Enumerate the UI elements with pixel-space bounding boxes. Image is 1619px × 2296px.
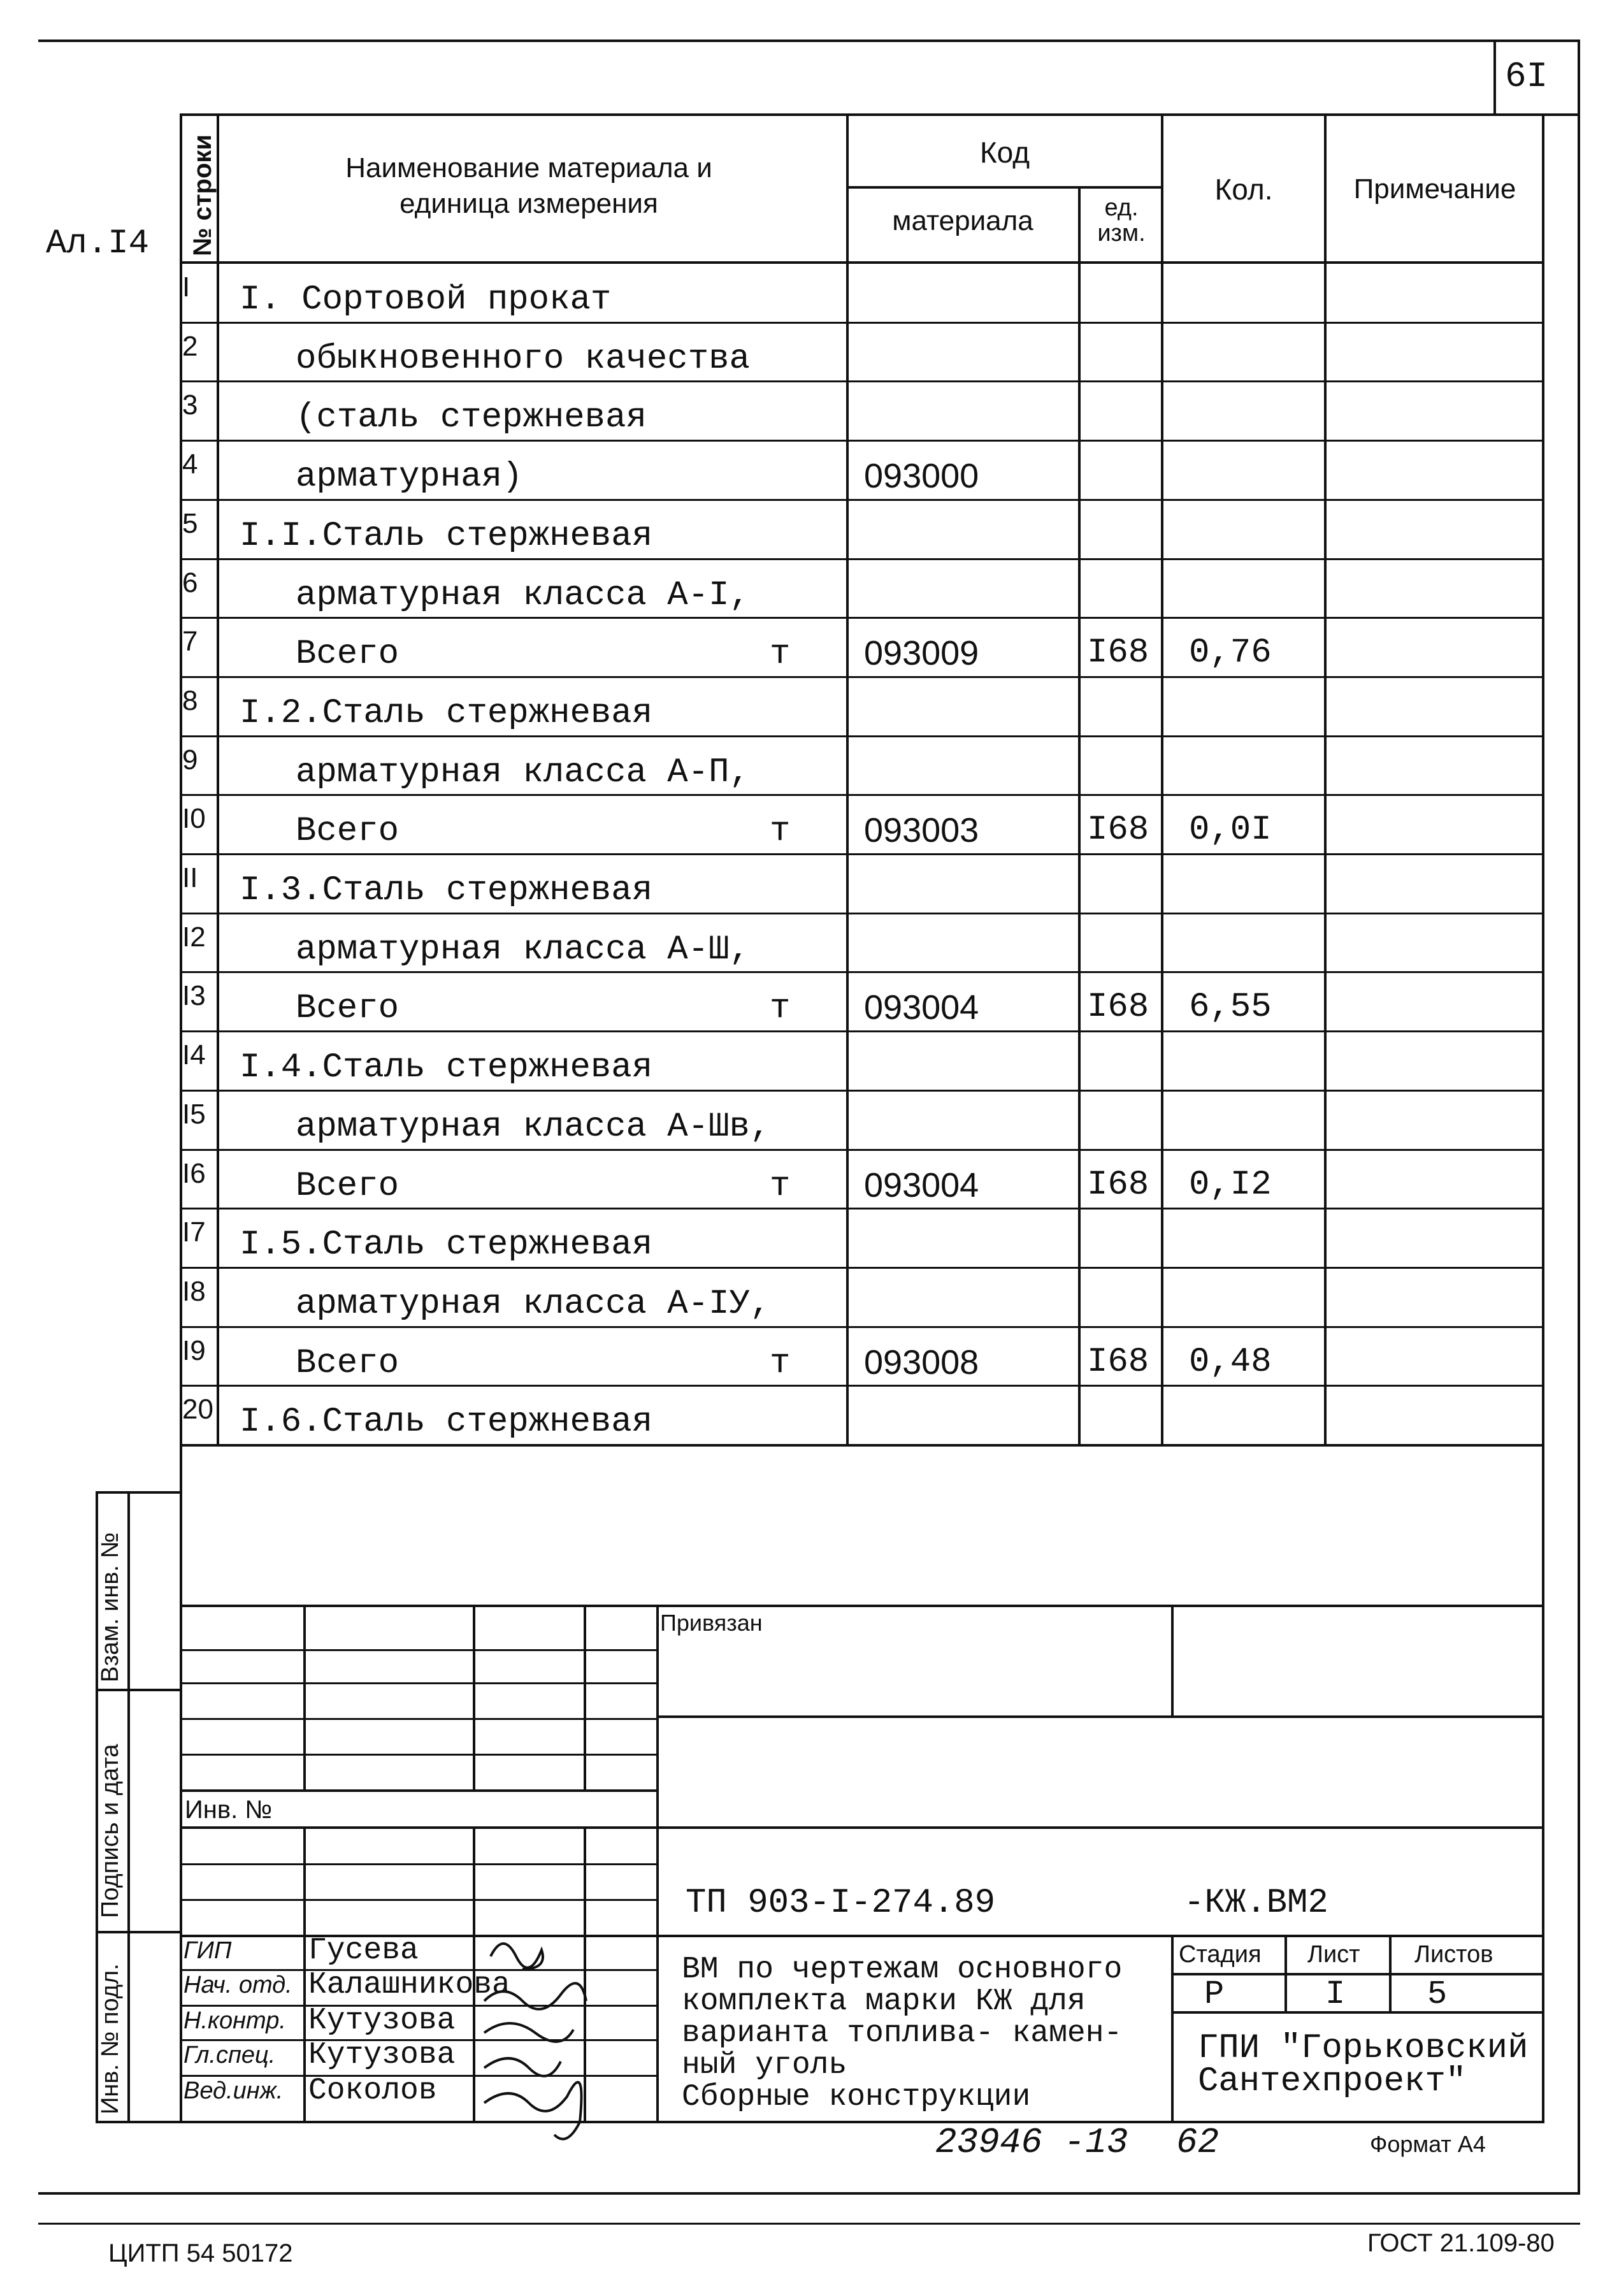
row-number: I2	[182, 921, 206, 953]
document-code: ТП 903-I-274.89	[686, 1884, 996, 1923]
row-number: II	[182, 862, 198, 893]
row-number: 4	[182, 449, 198, 480]
row-unit-code: I68	[1087, 1166, 1149, 1204]
table-right-line	[1542, 113, 1544, 2121]
side-stamp-bottom	[96, 2121, 181, 2123]
signer-role: Гл.спец.	[183, 2042, 276, 2069]
row-material-code: 093000	[864, 457, 979, 495]
row-material-code: 093008	[864, 1343, 979, 1382]
description-line: комплекта марки КЖ для	[682, 1984, 1086, 2019]
table-row-line	[180, 322, 1544, 324]
header-note: Примечание	[1353, 173, 1516, 205]
row-number: I5	[182, 1099, 206, 1130]
row-number: 6	[182, 567, 198, 598]
row-number: 3	[182, 389, 198, 421]
sheet-number-box-left	[1493, 40, 1496, 115]
header-code-unit: ед. изм.	[1097, 194, 1146, 247]
signer-role: Нач. отд.	[183, 1972, 292, 1998]
col-line-qty	[1161, 113, 1163, 1445]
frame-right-line	[1578, 40, 1580, 2193]
row-number: 5	[182, 508, 198, 539]
row-material-code: 093004	[864, 988, 979, 1027]
row-name: арматурная класса А-Ш,	[296, 930, 750, 969]
row-unit-code: I68	[1087, 988, 1149, 1027]
row-name: I.3.Сталь стержневая	[240, 871, 653, 910]
col-line-name	[846, 113, 849, 1445]
row-name: (сталь стержневая	[296, 398, 647, 437]
row-name: I.2.Сталь стержневая	[240, 694, 653, 733]
description-line: Сборные конструкции	[682, 2080, 1031, 2114]
row-number: I7	[182, 1217, 206, 1248]
row-name: арматурная класса А-IУ,	[296, 1285, 771, 1324]
table-top-line	[180, 113, 1544, 116]
row-unit: т	[770, 635, 791, 674]
sheets-value: 5	[1427, 1975, 1448, 2013]
table-row-line	[180, 1267, 1544, 1269]
row-quantity: 0,0I	[1189, 811, 1272, 849]
row-name: I.I.Сталь стержневая	[240, 517, 653, 556]
row-name: арматурная класса А-Шв,	[296, 1108, 771, 1146]
row-name: арматурная)	[296, 458, 523, 496]
row-number: 7	[182, 626, 198, 657]
description-line: ный уголь	[682, 2048, 847, 2083]
col-line-code-unit	[1078, 186, 1081, 1445]
row-name: арматурная класса А-I,	[296, 576, 750, 615]
table-row-line	[180, 440, 1544, 442]
row-name: I. Сортовой прокат	[240, 280, 612, 319]
row-number: 8	[182, 685, 198, 716]
frame-bottom-line	[38, 2192, 1580, 2195]
title-block-desc-right	[1171, 1935, 1174, 2121]
stage-value: Р	[1204, 1975, 1225, 2013]
side-stamp-div2	[96, 1931, 181, 1933]
handwritten-number: 23946 -13	[935, 2122, 1128, 2163]
sheets-label: Листов	[1414, 1941, 1493, 1968]
album-label: Ал.I4	[46, 224, 150, 263]
table-row-line	[180, 1149, 1544, 1151]
sheet-label: Лист	[1307, 1941, 1360, 1968]
table-row-line	[180, 1030, 1544, 1032]
row-name: I.5.Сталь стержневая	[240, 1225, 653, 1264]
title-block-code-bottom	[656, 1935, 1544, 1937]
row-number: I6	[182, 1158, 206, 1189]
row-unit-code: I68	[1087, 811, 1149, 849]
org-line-1: ГПИ "Горьковский	[1198, 2029, 1529, 2068]
table-row-line	[180, 794, 1544, 796]
sig-grid-row-a1	[180, 1649, 658, 1651]
row-quantity: 6,55	[1189, 988, 1272, 1027]
org-line-2: Сантехпроект"	[1198, 2062, 1467, 2101]
side-stamp-top	[96, 1491, 181, 1494]
row-number: I0	[182, 803, 206, 834]
signature-scribbles	[471, 1931, 701, 2148]
table-row-line	[180, 1208, 1544, 1209]
row-quantity: 0,I2	[1189, 1166, 1272, 1204]
sig-grid-row-a2	[180, 1682, 658, 1684]
handwritten-page: 62	[1176, 2122, 1220, 2163]
privyazan-label: Привязан	[660, 1610, 763, 1636]
table-row-line	[180, 1090, 1544, 1092]
header-code: Код	[979, 136, 1030, 169]
title-block-stage-row2	[1171, 2011, 1544, 2014]
row-material-code: 093009	[864, 634, 979, 672]
frame-top-line	[38, 40, 1580, 42]
sig-grid-col2	[473, 1605, 475, 1789]
footer-rule	[38, 2223, 1580, 2225]
side-stamp-vzam-inv: Взам. инв. №	[97, 1532, 124, 1682]
row-name: арматурная класса А-П,	[296, 753, 750, 792]
signer-name: Гусева	[308, 1933, 419, 1968]
table-row-line	[180, 558, 1544, 560]
sig-grid-row-a5	[180, 1789, 658, 1792]
header-row-number: № строки	[189, 134, 217, 256]
row-number: I4	[182, 1039, 206, 1071]
sig-grid-col3	[584, 1605, 586, 1789]
bottom-right-gost: ГОСТ 21.109-80	[1367, 2229, 1555, 2257]
side-stamp-div1	[96, 1689, 181, 1691]
description-line: варианта топлива- камен-	[682, 2016, 1123, 2051]
table-row-line	[180, 1385, 1544, 1387]
row-name: обыкновенного качества	[296, 340, 750, 379]
row-material-code: 093003	[864, 811, 979, 849]
sig-grid-col1	[303, 1605, 306, 1789]
table-body-bottom	[180, 1444, 1544, 1447]
signer-role: ГИП	[183, 1937, 232, 1964]
table-row-line	[180, 735, 1544, 737]
row-unit: т	[770, 812, 791, 851]
row-number: 9	[182, 744, 198, 776]
row-number: I9	[182, 1335, 206, 1366]
side-stamp-podpis-data: Подпись и дата	[97, 1744, 124, 1918]
title-block-privyazan-bottom	[656, 1715, 1544, 1718]
row-unit-code: I68	[1087, 1343, 1149, 1382]
col-line-note	[1324, 113, 1327, 1445]
row-unit: т	[770, 1344, 791, 1383]
row-name: Всего	[296, 635, 399, 674]
title-block-privyazan-right	[1171, 1605, 1174, 1715]
table-row-line	[180, 617, 1544, 619]
table-row-line	[180, 971, 1544, 973]
row-unit: т	[770, 989, 791, 1028]
title-block-stage-col1	[1284, 1935, 1287, 2011]
row-name: Всего	[296, 989, 399, 1028]
sig-grid-row-a4	[180, 1754, 658, 1756]
signer-name: Кутузова	[308, 2004, 456, 2038]
row-name: Всего	[296, 1344, 399, 1383]
signer-name: Соколов	[308, 2074, 437, 2108]
row-quantity: 0,76	[1189, 633, 1272, 672]
table-row-line	[180, 380, 1544, 382]
header-bottom-line	[180, 261, 1544, 264]
bottom-left-code: ЦИТП 54 50172	[108, 2239, 293, 2267]
inv-no-label: Инв. №	[185, 1796, 273, 1824]
row-name: Всего	[296, 1167, 399, 1206]
title-block-top	[180, 1605, 1544, 1607]
signer-role: Вед.инж.	[183, 2077, 284, 2104]
row-number: 20	[182, 1394, 213, 1425]
table-row-line	[180, 676, 1544, 678]
sig-grid-row-a3	[180, 1718, 658, 1720]
title-block-stage-col2	[1389, 1935, 1392, 2011]
row-unit: т	[770, 1167, 791, 1206]
side-stamp-inv-podl: Инв. № подл.	[97, 1963, 124, 2114]
header-qty: Кол.	[1214, 173, 1273, 206]
code-subheader-line	[846, 186, 1162, 189]
sheet-value: I	[1325, 1975, 1346, 2013]
signer-role: Н.контр.	[183, 2007, 286, 2034]
row-name: Всего	[296, 812, 399, 851]
title-block-bottom	[180, 2121, 1544, 2123]
format-label: Формат А4	[1370, 2131, 1486, 2157]
sig-grid-row-b2	[180, 1899, 658, 1901]
table-row-line	[180, 913, 1544, 914]
sheet-number: 6I	[1505, 56, 1548, 97]
header-code-material: материала	[892, 205, 1033, 236]
side-stamp-mid	[127, 1491, 130, 2122]
row-number: I3	[182, 980, 206, 1011]
title-block-code-top	[656, 1826, 1544, 1829]
table-row-line	[180, 1326, 1544, 1328]
title-block-stage-row1	[1171, 1973, 1544, 1975]
description-line: ВМ по чертежам основного	[682, 1953, 1123, 1987]
row-unit-code: I68	[1087, 633, 1149, 672]
document-suffix: -КЖ.ВМ2	[1184, 1884, 1328, 1923]
signer-name: Калашникова	[308, 1968, 510, 2002]
row-quantity: 0,48	[1189, 1343, 1272, 1382]
table-row-line	[180, 853, 1544, 855]
table-row-line	[180, 499, 1544, 501]
sig-grid-row-b0	[180, 1826, 658, 1829]
row-name: I.4.Сталь стержневая	[240, 1048, 653, 1087]
row-number: 2	[182, 331, 198, 362]
row-number: I8	[182, 1276, 206, 1307]
header-name: Наименование материала и единица измерения	[345, 152, 712, 219]
signer-name: Кутузова	[308, 2038, 456, 2072]
stage-label: Стадия	[1179, 1941, 1262, 1968]
col-line-rownum	[217, 113, 219, 1445]
row-material-code: 093004	[864, 1166, 979, 1204]
row-name: I.6.Сталь стержневая	[240, 1403, 653, 1441]
sig-grid-row-b1	[180, 1863, 658, 1865]
row-number: I	[182, 271, 191, 303]
